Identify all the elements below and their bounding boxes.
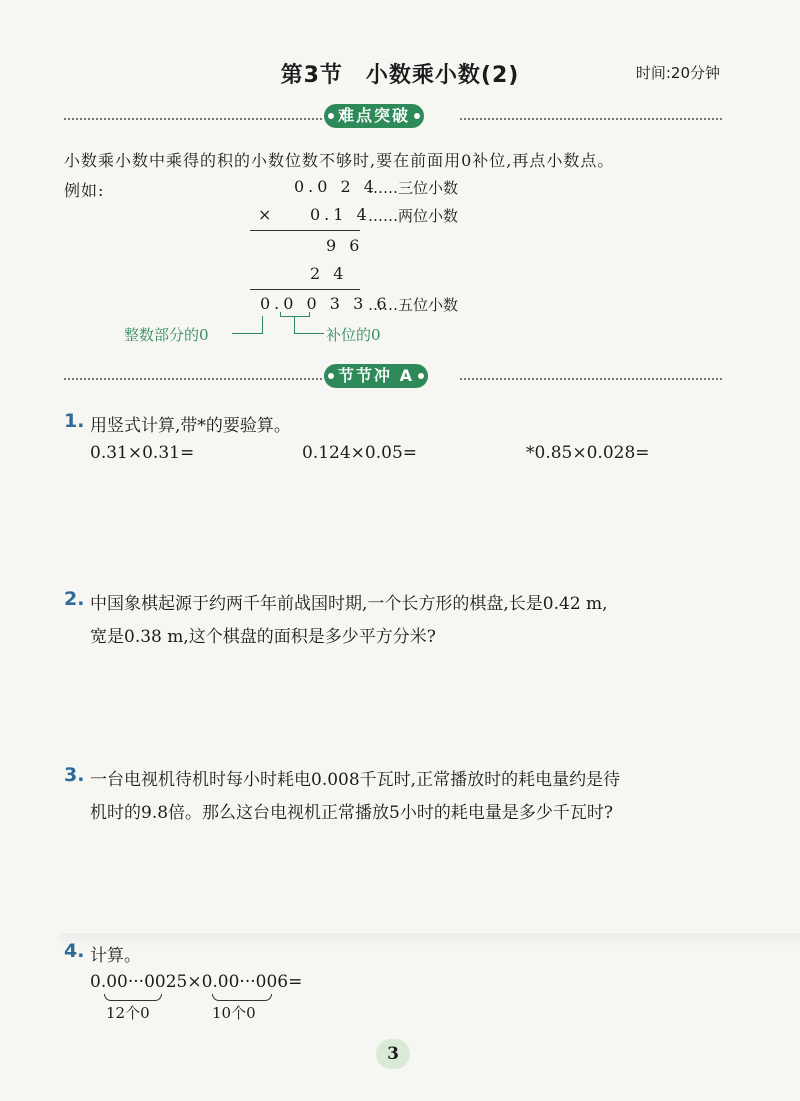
- question-text-2-line-2: 宽是0.38 m,这个棋盘的面积是多少平方分米?: [90, 627, 436, 647]
- section-badge-difficulty: 难点突破: [324, 104, 424, 128]
- question-number-2: 2.: [64, 588, 85, 610]
- q1-item-3: *0.85×0.028=: [526, 443, 650, 463]
- question-number-1: 1.: [64, 410, 85, 432]
- leader-integer-horizontal: [232, 333, 262, 334]
- section-badge-practice: 节节冲 A: [324, 364, 428, 388]
- brace-10-zeros: [212, 994, 272, 1001]
- partial-product-1: 9 6: [326, 236, 364, 255]
- rule-line-1: [250, 230, 360, 231]
- page-title: 第3节 小数乘小数(2): [280, 63, 520, 88]
- question-number-3: 3.: [64, 764, 85, 786]
- example-label: 例如:: [64, 181, 105, 200]
- product-note: ……五位小数: [368, 296, 459, 314]
- pad-zero-note: 补位的0: [326, 326, 381, 344]
- scan-shadow: [60, 933, 800, 947]
- pad-zero-bracket: [280, 312, 310, 317]
- multiplicand-note: ……三位小数: [368, 179, 459, 197]
- brace-label-10: 10个0: [212, 1004, 256, 1022]
- operator: ×: [258, 205, 276, 224]
- leader-integer-vertical: [262, 316, 263, 334]
- question-text-1: 用竖式计算,带*的要验算。: [90, 416, 291, 436]
- question-text-3-line-1: 一台电视机待机时每小时耗电0.008千瓦时,正常播放时的耗电量约是待: [90, 770, 621, 790]
- partial-product-2: 2 4: [310, 264, 348, 283]
- leader-pad-horizontal: [294, 333, 324, 334]
- section-divider-left-2: [64, 378, 322, 380]
- integer-zero-note: 整数部分的0: [124, 326, 209, 344]
- section-divider-right-2: [460, 378, 722, 380]
- multiplier: 0.1 4: [310, 205, 371, 224]
- q1-item-2: 0.124×0.05=: [302, 443, 418, 463]
- multiplier-note: ……两位小数: [368, 207, 459, 225]
- multiplicand: 0.0 2 4: [294, 177, 378, 196]
- time-limit: 时间:20分钟: [635, 64, 720, 82]
- question-number-4: 4.: [64, 940, 85, 962]
- rule-text: 小数乘小数中乘得的积的小数位数不够时,要在前面用0补位,再点小数点。: [64, 151, 615, 170]
- page-number: 3: [376, 1039, 410, 1069]
- q4-expression: 0.00···0025×0.00···006=: [90, 972, 303, 992]
- brace-12-zeros: [104, 994, 162, 1001]
- question-text-3-line-2: 机时的9.8倍。那么这台电视机正常播放5小时的耗电量是多少千瓦时?: [90, 803, 613, 823]
- section-divider-right: [460, 118, 722, 120]
- question-text-4: 计算。: [90, 946, 141, 966]
- leader-pad-vertical: [294, 316, 295, 334]
- brace-label-12: 12个0: [106, 1004, 150, 1022]
- rule-line-2: [250, 289, 360, 290]
- product: 0.0 0 3 3 6: [260, 294, 391, 313]
- question-text-2-line-1: 中国象棋起源于约两千年前战国时期,一个长方形的棋盘,长是0.42 m,: [90, 594, 608, 614]
- section-divider-left: [64, 118, 322, 120]
- q1-item-1: 0.31×0.31=: [90, 443, 195, 463]
